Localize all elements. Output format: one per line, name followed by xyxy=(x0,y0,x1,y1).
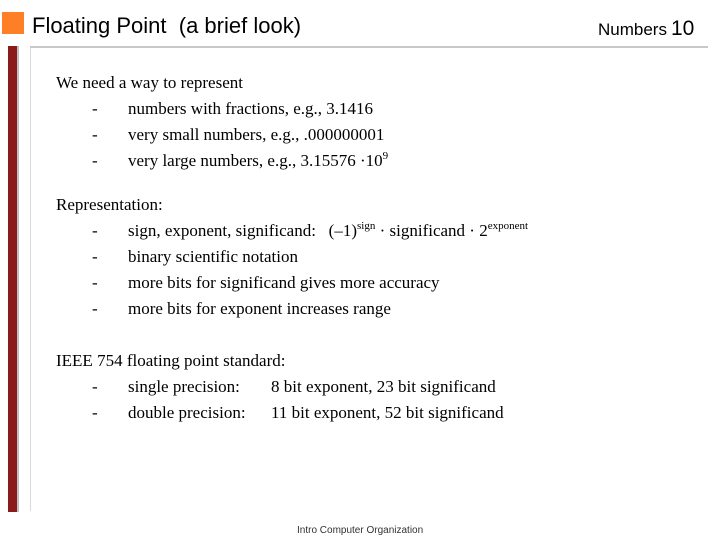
bullet-dash: - xyxy=(92,125,98,144)
bullet-dash: - xyxy=(92,99,98,118)
bullet-text xyxy=(128,148,388,174)
slide-title: Floating Point (a brief look) xyxy=(32,13,302,38)
content-left-rule xyxy=(30,48,31,511)
bullet-text: more bits for exponent increases range xyxy=(128,299,391,318)
section-label: Numbers xyxy=(598,20,667,39)
formula-significand: · significand · 2 xyxy=(375,221,488,240)
bullet-text: numbers with fractions, e.g., 3.1416 xyxy=(128,99,374,118)
large-number-base: very large numbers, e.g., 3.15576 ·10 xyxy=(128,151,383,170)
page-number: 10 xyxy=(670,17,695,40)
slide-number xyxy=(598,17,694,41)
bullet xyxy=(56,270,440,296)
bullet-dash: - xyxy=(92,247,98,266)
precision-value: 11 bit exponent, 52 bit significand xyxy=(271,403,504,422)
left-accent-stripe xyxy=(17,46,19,512)
bullet-text xyxy=(128,218,528,244)
bullet-text: very small numbers, e.g., .000000001 xyxy=(128,125,385,144)
bullet-text: more bits for significand gives more accuracy xyxy=(128,273,440,292)
bullet-dash: - xyxy=(92,299,98,318)
bullet-text: binary scientific notation xyxy=(128,247,298,266)
footer-text: Intro Computer Organization xyxy=(297,525,424,536)
title-accent-square xyxy=(2,12,24,34)
bullet-dash: - xyxy=(92,221,98,240)
bullet xyxy=(56,296,391,322)
left-accent-bar xyxy=(8,46,17,512)
precision-row xyxy=(56,374,496,400)
spacer xyxy=(56,174,285,192)
bullet-dash: - xyxy=(92,403,98,422)
block1-heading: We need a way to represent xyxy=(56,73,243,92)
precision-label: single precision: xyxy=(128,377,240,396)
formula-sup-exponent: exponent xyxy=(487,220,529,232)
block2-heading: Representation: xyxy=(56,195,163,214)
bullet-dash: - xyxy=(92,273,98,292)
precision-label: double precision: xyxy=(128,403,246,422)
bullet-dash: - xyxy=(92,377,98,396)
formula-sign: (–1) xyxy=(328,221,357,240)
bullet xyxy=(56,148,389,174)
large-number-exponent: 9 xyxy=(382,150,389,162)
bullet xyxy=(56,96,374,122)
slide-body xyxy=(56,70,529,426)
spacer xyxy=(56,322,285,348)
bullet xyxy=(56,244,298,270)
bullet xyxy=(56,122,385,148)
representation-label: sign, exponent, significand: xyxy=(128,221,316,240)
bullet xyxy=(56,218,529,244)
bullet-dash: - xyxy=(92,151,98,170)
precision-row xyxy=(56,400,504,426)
precision-value: 8 bit exponent, 23 bit significand xyxy=(271,377,496,396)
block3-heading: IEEE 754 floating point standard: xyxy=(56,351,286,370)
formula-sup-sign: sign xyxy=(357,220,376,232)
title-divider xyxy=(30,46,708,48)
